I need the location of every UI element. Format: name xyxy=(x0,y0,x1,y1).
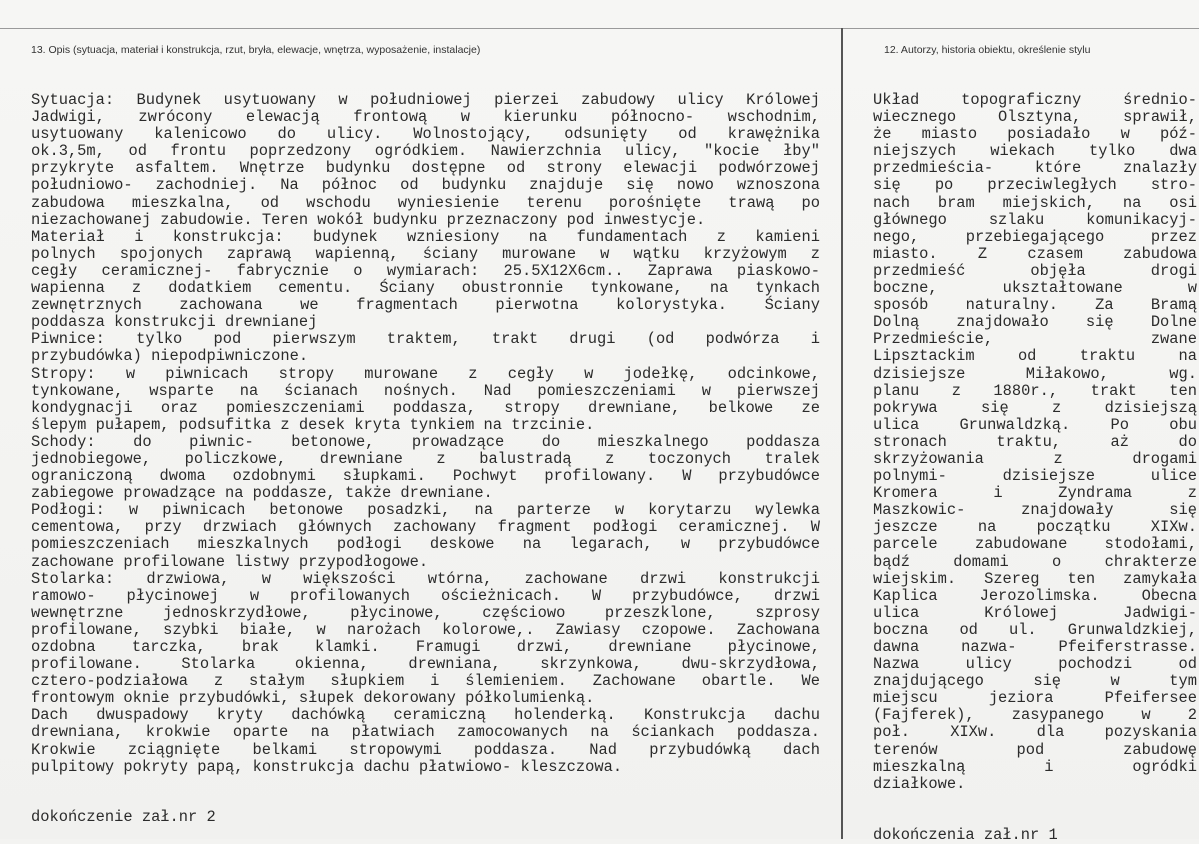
text-line: Krokwie zciągnięte belkami stropowymi poddasza. Nad przybudówką dach xyxy=(31,740,820,759)
text-line: planu z 1880r., trakt ten xyxy=(873,381,1197,400)
text-line: Dach dwuspadowy kryty dachówką ceramiczną holenderką. Konstrukcja dachu xyxy=(31,706,820,725)
text-line: pulpitowy pokryty papą, konstrukcja dachu płatwiowo- kleszczowa. xyxy=(31,757,623,776)
text-line: bądź domami o chrakterze xyxy=(873,552,1197,571)
text-line: działkowe. xyxy=(873,774,966,793)
text-line: boczne, ukształtowane w xyxy=(873,279,1197,298)
text-line: Kromera i Zyndrama z xyxy=(873,484,1197,503)
text-line: pokrywa się z dzisiejszą xyxy=(873,398,1197,417)
text-line: tynkowane, wsparte na ścianach nośnych. Nad pomieszczeniami w pierwszej xyxy=(31,381,820,400)
text-line: Schody: do piwnic- betonowe, prowadzące do mieszkalnego poddasza xyxy=(31,432,820,451)
text-line: pomieszczeniach mieszkalnych podłogi deskowe na legarach, w przybudówce xyxy=(31,535,820,554)
text-line: zabudowa mieszkalna, od wschodu wyniesienie terenu porośnięte trawą po xyxy=(31,193,820,212)
text-line: Przedmieście, zwane xyxy=(873,330,1197,349)
text-line: dzisiejsze Miłakowo, wg. xyxy=(873,364,1197,383)
text-line: sposób naturalny. Za Bramą xyxy=(873,296,1197,315)
text-line: znajdującego się w tym xyxy=(873,672,1197,691)
text-line: ulica Grunwaldzką. Po obu xyxy=(873,415,1197,434)
text-line: Kaplica Jerozolimska. Obecna xyxy=(873,586,1197,605)
text-line: Piwnice: tylko pod pierwszym traktem, trakt drugi (od podwórza i xyxy=(31,330,820,349)
text-line: że miasto posiadało w póź- xyxy=(873,125,1197,144)
text-line: Podłogi: w piwnicach betonowe posadzki, na parterze w korytarzu wylewka xyxy=(31,501,820,520)
text-line: wiecznego Olsztyna, sprawił, xyxy=(873,108,1197,127)
text-line: frontowym oknie przybudówki, słupek dekorowany półkolumienką. xyxy=(31,689,595,708)
text-line: profilowane. Stolarka okienna, drewniana, skrzynkowa, dwu-skrzydłowa, xyxy=(31,655,820,674)
text-line: miejscu jeziora Pfeifersee xyxy=(873,689,1197,708)
text-line: Stolarka: drzwiowa, w większości wtórna, zachowane drzwi konstrukcji xyxy=(31,569,820,588)
text-line: cegły ceramicznej- fabrycznie o wymiarach: 25.5X12X6cm.. Zaprawa piaskowo- xyxy=(31,261,820,280)
text-line: stronach traktu, aż do xyxy=(873,432,1197,451)
text-line: przedmieść objęła drogi xyxy=(873,261,1197,280)
history-text-column xyxy=(873,92,1197,793)
text-line: cementowa, przy drzwiach głównych zachowany fragment podłogi ceramicznej. W xyxy=(31,518,820,537)
text-line: wewnętrzne jednoskrzydłowe, płycinowe, częściowo przeszklone, szprosy xyxy=(31,603,820,622)
text-line: zewnętrznych zachowana we fragmentach pierwotna kolorystyka. Ściany xyxy=(31,296,820,315)
text-line: wiejskim. Szereg ten zamykała xyxy=(873,569,1197,588)
text-line: nach bram miejskich, na osi xyxy=(873,193,1197,212)
text-line: cztero-podziałowa z stałym słupkiem i ślemieniem. Zachowane obartle. We xyxy=(31,672,820,691)
text-line: przybudówka) niepodpiwniczone. xyxy=(31,347,309,366)
text-line: usytuowany kalenicowo do ulicy. Wolnostojący, odsunięty od krawężnika xyxy=(31,125,820,144)
text-line: skrzyżowania z drogami xyxy=(873,449,1197,468)
text-line: poł. XIXw. dla pozyskania xyxy=(873,723,1197,742)
text-line: dawna nazwa- Pfeiferstrasse. xyxy=(873,638,1197,656)
text-line: przykryte asfaltem. Wnętrze budynku dostępne od strony elewacji podwórzowej xyxy=(31,159,820,178)
text-line: miasto. Z czasem zabudowa xyxy=(873,244,1197,263)
text-line: ślepym pułapem, podsufitka z desek kryta tynkiem na trzcinie. xyxy=(31,415,595,434)
text-line: nego, przebiegającego przez xyxy=(873,227,1197,246)
text-line: Lipsztackim od traktu na xyxy=(873,347,1197,366)
text-line: ulica Królowej Jadwigi- xyxy=(873,603,1197,622)
text-line: boczna od ul. Grunwaldzkiej, xyxy=(873,620,1197,639)
text-line: kondygnacji oraz pomieszczeniami poddasza, stropy drewniane, belkowe ze xyxy=(31,398,820,417)
text-line: profilowane, szybki białe, w narożach kolorowe,. Zawiasy czopowe. Zachowana xyxy=(31,620,820,639)
text-line: (Fajferek), zasypanego w 2 xyxy=(873,706,1197,725)
text-line: Sytuacja: Budynek usytuowany w południowej pierzei zabudowy ulicy Królowej xyxy=(31,91,820,109)
right-footer-note: dokończenia zał.nr 1 xyxy=(873,826,1058,844)
text-line: ok.3,5m, od frontu poprzedzony ogródkiem. Nawierzchnia ulicy, "kocie łby" xyxy=(31,142,820,161)
text-line: polnych spojonych zaprawą wapienną, ściany murowane w wątku krzyżowym z xyxy=(31,244,820,263)
text-line: Stropy: w piwnicach stropy murowane z cegły w jodełkę, odcinkowe, xyxy=(31,364,820,383)
text-line: poddasza konstrukcji drewnianej xyxy=(31,313,318,332)
text-line: niejszych wiekach tylko dwa xyxy=(873,142,1197,161)
text-line: parcele zabudowane stodołami, xyxy=(873,535,1197,554)
left-footer-note: dokończenie zał.nr 2 xyxy=(31,808,216,826)
text-line: Układ topograficzny średnio- xyxy=(873,91,1197,109)
text-line: jednobiegowe, policzkowe, drewniane z balustradą z toczonych tralek xyxy=(31,449,820,468)
text-line: ozdobna tarczka, brak klamki. Framugi drzwi, drewniane płycinowe, xyxy=(31,638,820,656)
text-line: ramowo- płycinowej w profilowanych ościeżnicach. W przybudówce, drzwi xyxy=(31,586,820,605)
column-divider xyxy=(841,28,843,839)
text-line: polnymi- dzisiejsze ulice xyxy=(873,467,1197,486)
text-line: się po przeciwległych stro- xyxy=(873,176,1197,195)
description-text-column xyxy=(31,92,820,776)
text-line: przedmieścia- które znalazły xyxy=(873,159,1197,178)
text-line: wapienna z dodatkiem cementu. Ściany obustronnie tynkowane, na tynkach xyxy=(31,279,820,298)
text-line: Jadwigi, zwrócony elewacją frontową w kierunku północno- wschodnim, xyxy=(31,108,820,127)
text-line: zabiegowe prowadzące na poddasze, także drewniane. xyxy=(31,484,493,503)
right-column-header: 12. Autorzy, historia obiektu, określenie stylu xyxy=(884,44,1091,56)
text-line: zachowane profilowane listwy przypodłogowe. xyxy=(31,552,429,571)
text-line: ograniczoną dwoma ozdobnymi słupkami. Pochwyt profilowany. W przybudówce xyxy=(31,467,820,486)
text-line: Maszkowic- znajdowały się xyxy=(873,501,1197,520)
text-line: głównego szlaku komunikacyj- xyxy=(873,210,1197,229)
text-line: jeszcze na początku XIXw. xyxy=(873,518,1197,537)
text-line: Materiał i konstrukcja: budynek wzniesiony na fundamentach z kamieni xyxy=(31,227,820,246)
text-line: niezachowanej zabudowie. Teren wokół budynku przeznaczony pod inwestycje. xyxy=(31,210,706,229)
text-line: drewniana, krokwie oparte na płatwiach zamocowanych na ściankach poddasza. xyxy=(31,723,820,742)
text-line: mieszkalną i ogródki xyxy=(873,757,1197,776)
text-line: terenów pod zabudowę xyxy=(873,740,1197,759)
text-line: Dolną znajdowało się Dolne xyxy=(873,313,1197,332)
header-rule xyxy=(0,28,1199,29)
text-line: południowo- zachodniej. Na północ od budynku znajduje się nowo wznoszona xyxy=(31,176,820,195)
text-line: Nazwa ulicy pochodzi od xyxy=(873,655,1197,674)
left-column-header: 13. Opis (sytuacja, materiał i konstrukcja, rzut, bryła, elewacje, wnętrza, wyposażenie, instalacje) xyxy=(31,44,481,56)
